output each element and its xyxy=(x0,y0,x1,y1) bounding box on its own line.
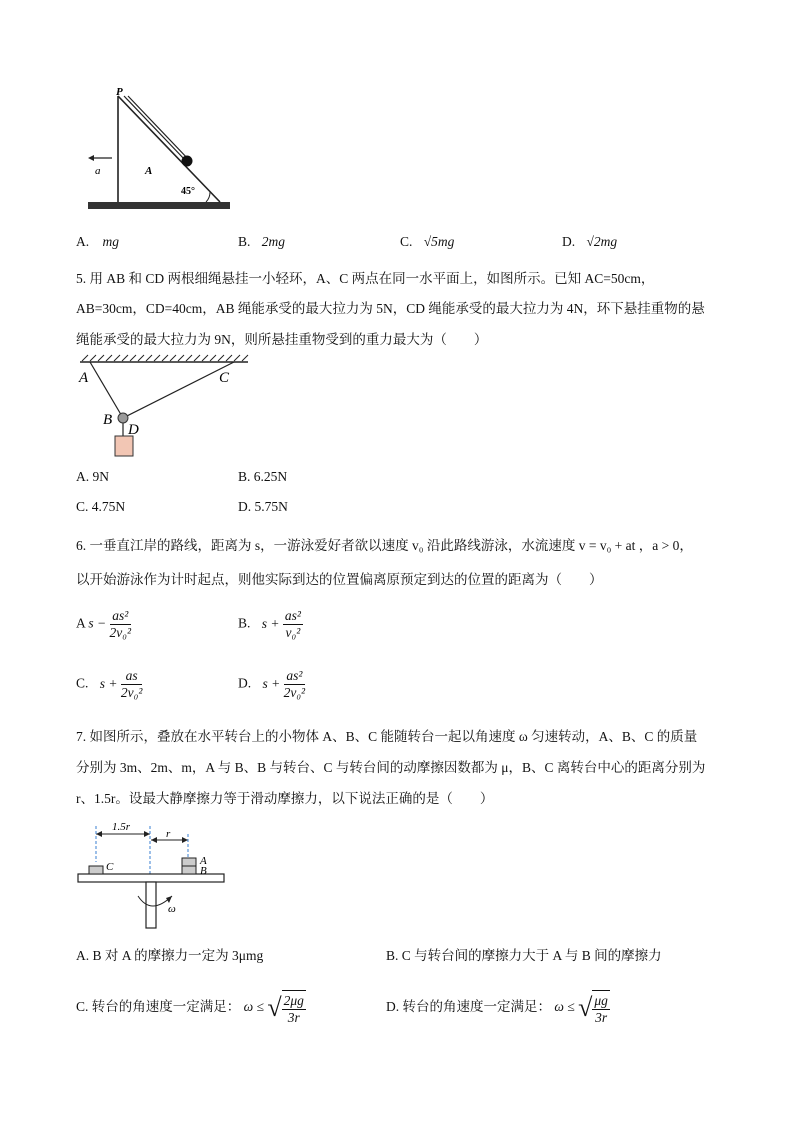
rope-ring-figure xyxy=(74,352,254,460)
q7-d-fraction: $\frac{\mu g}{3r}$ xyxy=(592,990,610,1026)
q6-option-d[interactable]: D. s + $\frac{\text{as²}}{\text{2v₀²}}$ xyxy=(238,668,306,700)
label-A: A xyxy=(79,370,89,386)
label-p: P xyxy=(116,86,123,98)
rope-ab xyxy=(90,362,123,418)
q4-option-a[interactable]: A. mg xyxy=(76,234,119,249)
rope-cd xyxy=(123,362,234,418)
label-B: B xyxy=(103,412,113,428)
q6-option-c[interactable]: C. s + $\frac{as}{\text{2v₀²}}$ xyxy=(76,668,143,700)
label-omega: ω xyxy=(168,903,176,915)
q5-stem-line2: AB=30cm，CD=40cm，AB 绳能承受的最大拉力为 5N，CD 绳能承受的最大拉力为 4N，环下悬挂重物的悬 xyxy=(76,301,705,316)
q6-stem-line2: 以开始游泳作为计时起点，则他实际到达的位置偏离原预定到达的位置的距离为（ ） xyxy=(76,572,603,587)
q7-option-a[interactable]: A. B 对 A 的摩擦力一定为 3μmg xyxy=(76,948,264,963)
label-A: A xyxy=(200,855,207,867)
label-dist-b: r xyxy=(166,828,171,840)
label-D: D xyxy=(128,422,139,438)
turntable-figure xyxy=(74,818,230,932)
q6-b-fraction: $\frac{\text{as²}}{\text{v₀²}}$ xyxy=(284,608,301,640)
q5-stem-line1: 5. 用 AB 和 CD 两根细绳悬挂一小轻环，A、C 两点在同一水平面上，如图所示。已知 AC=50cm， xyxy=(76,271,655,286)
q5-stem-line3: 绳能承受的最大拉力为 9N，则所悬挂重物受到的重力最大为（ ） xyxy=(76,332,488,347)
q5-option-c[interactable]: C. 4.75N xyxy=(76,499,126,514)
q6-stem-line1: 6. 一垂直江岸的路线，距离为 s，一游泳爱好者欲以速度 v₀ 沿此路线游泳，水流速度 v = v₀ + at ，a > 0， xyxy=(76,538,693,553)
q6-option-b[interactable]: B. s + $\frac{\text{as²}}{\text{v₀²}}$ xyxy=(238,608,301,640)
q5-option-d[interactable]: D. 5.75N xyxy=(238,499,288,514)
q4-option-c[interactable]: C. √5mg xyxy=(400,234,455,249)
q6-option-a[interactable]: A s − $\frac{\text{as²}}{\text{2v₀²}}$ xyxy=(76,608,131,640)
q4-option-b[interactable]: B. 2mg xyxy=(238,234,286,249)
ground xyxy=(88,202,230,209)
block-c xyxy=(89,866,103,874)
q6-a-fraction: $\frac{\text{as²}}{\text{2v₀²}}$ xyxy=(109,608,131,640)
q7-option-d[interactable]: D. 转台的角速度一定满足： ω ≤ √ $\frac{\mu g}{3r}$ xyxy=(386,990,610,1026)
q6-c-fraction: $\frac{as}{\text{2v₀²}}$ xyxy=(120,668,143,700)
rope xyxy=(124,96,186,161)
q7-stem-line2: 分别为 3m、2m、m，A 与 B、B 与转台、C 与转台间的动摩擦因数都为 μ，B、C 离转台中心的距离分别为 xyxy=(76,760,706,775)
rope-2 xyxy=(128,96,190,161)
q6-d-fraction: $\frac{\text{as²}}{\text{2v₀²}}$ xyxy=(283,668,306,700)
q7-option-c[interactable]: C. 转台的角速度一定满足： ω ≤ √ $\frac{2\mu g}{3r}$ xyxy=(76,990,306,1026)
accel-arrowhead xyxy=(88,155,94,161)
label-C: C xyxy=(219,370,230,386)
ring xyxy=(118,413,128,423)
ball xyxy=(182,156,193,167)
label-45: 45° xyxy=(181,186,195,197)
block-b xyxy=(182,866,196,874)
label-a: a xyxy=(95,165,101,177)
block-a xyxy=(182,858,196,866)
q5-option-b[interactable]: B. 6.25N xyxy=(238,469,288,484)
label-A: A xyxy=(145,165,153,177)
q7-stem-line1: 7. 如图所示，叠放在水平转台上的小物体 A、B、C 能随转台一起以角速度 ω 匀速转动，A、B、C 的质量 xyxy=(76,729,698,744)
label-B: B xyxy=(200,865,207,877)
sqrt-symbol-c: √ xyxy=(267,993,282,1022)
weight-block xyxy=(115,436,133,456)
q4-option-d[interactable]: D. √2mg xyxy=(562,234,618,249)
label-dist-c: 1.5r xyxy=(112,821,131,833)
angle-arc xyxy=(206,192,210,202)
q5-option-a[interactable]: A. 9N xyxy=(76,469,109,484)
q7-option-b[interactable]: B. C 与转台间的摩擦力大于 A 与 B 间的摩擦力 xyxy=(386,948,662,963)
q7-stem-line3: r、1.5r。设最大静摩擦力等于滑动摩擦力，以下说法正确的是（ ） xyxy=(76,791,494,806)
sqrt-symbol-d: √ xyxy=(578,993,593,1022)
incline-figure xyxy=(86,86,236,214)
label-C: C xyxy=(106,861,114,873)
q7-c-fraction: $\frac{2\mu g}{3r}$ xyxy=(282,990,306,1026)
incline-top xyxy=(118,96,220,202)
ceiling-hatch xyxy=(82,355,248,361)
